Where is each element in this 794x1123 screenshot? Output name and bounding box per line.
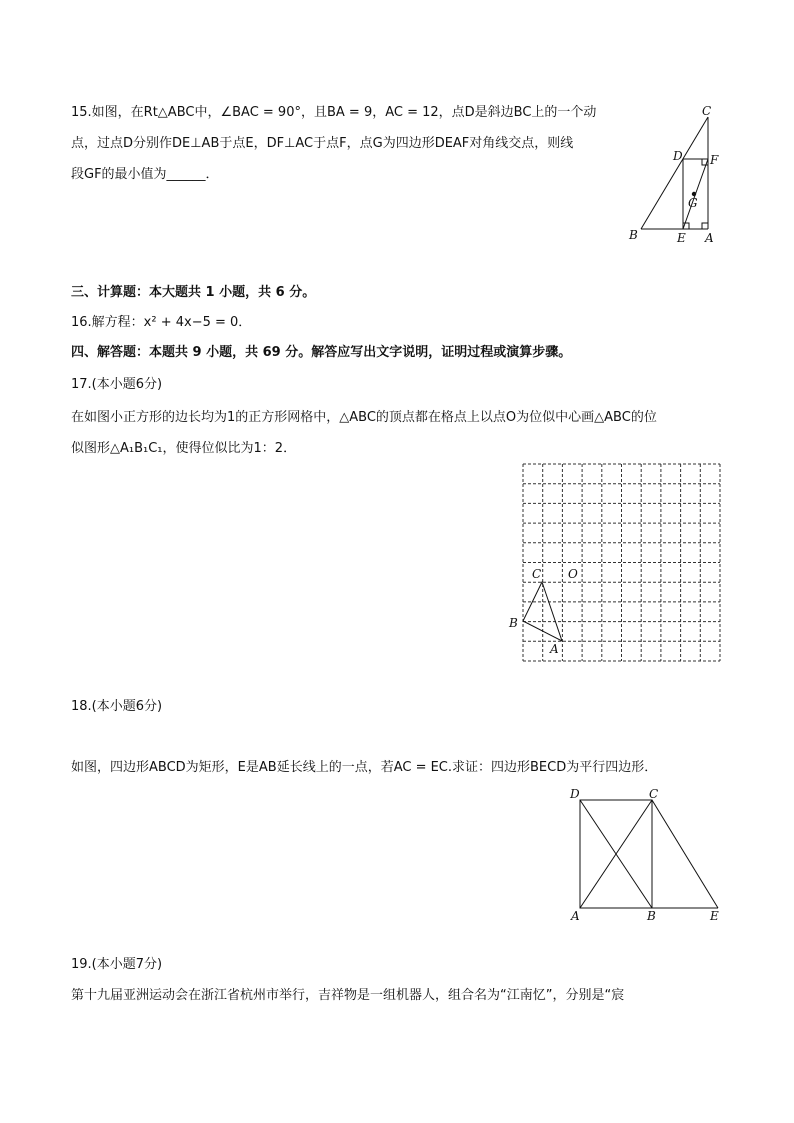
rect-label-a: A [571,909,580,923]
grid-label-o: O [568,567,578,581]
label-e: E [677,231,686,245]
section4-heading: 四、解答题：本题共 9 小题，共 69 分。解答应写出文字说明，证明过程或演算步骤。 [71,345,572,360]
label-g: G [688,196,698,210]
q16-text: 16.解方程：x² + 4x−5 = 0． [71,315,252,330]
q15-triangle-figure [625,103,725,243]
rect-label-c: C [649,787,659,801]
segment-ce [652,800,718,908]
grid-label-a: A [550,642,559,656]
q17-grid-figure [505,458,725,668]
label-a: A [705,231,714,245]
q17-header: 17.(本小题6分) [71,377,163,392]
label-b: B [629,228,638,242]
rect-label-b: B [647,909,656,923]
q17-line1: 在如图小正方形的边长均为1的正方形网格中，△ABC的顶点都在格点上以点O为位似中心画△ABC的位 [71,410,657,425]
q17-line2: 似图形△A₁B₁C₁，使得位似比为1：2． [71,441,297,456]
rect-label-d: D [570,787,580,801]
q19-line1: 第十九届亚洲运动会在浙江省杭州市举行，吉祥物是一组机器人，组合名为“江南忆”，分别是“宸 [71,988,625,1003]
rect-label-e: E [710,909,719,923]
q18-header: 18.(本小题6分) [71,699,163,714]
label-f: F [710,153,719,167]
dashed-grid [523,464,720,661]
q15-line3: 段GF的最小值为______． [71,167,219,182]
grid-label-c: C [532,567,542,581]
label-c: C [702,104,712,118]
side-bc [641,117,708,229]
section3-heading: 三、计算题：本大题共 1 小题，共 6 分。 [71,285,316,300]
q15-line2: 点，过点D分别作DE⊥AB于点E，DF⊥AC于点F，点G为四边形DEAF对角线交点，则线 [71,136,574,151]
right-angle-a [702,223,708,229]
q18-rectangle-figure [565,785,735,925]
q15-line1: 15.如图，在Rt△ABC中，∠BAC = 90°，且BA = 9，AC = 12，点D是斜边BC上的一个动 [71,105,597,120]
q18-line1: 如图，四边形ABCD为矩形，E是AB延长线上的一点，若AC = EC.求证：四边形BECD为平行四边形． [71,760,658,775]
q19-header: 19.(本小题7分) [71,957,163,972]
label-d: D [673,149,683,163]
grid-label-b: B [509,616,518,630]
